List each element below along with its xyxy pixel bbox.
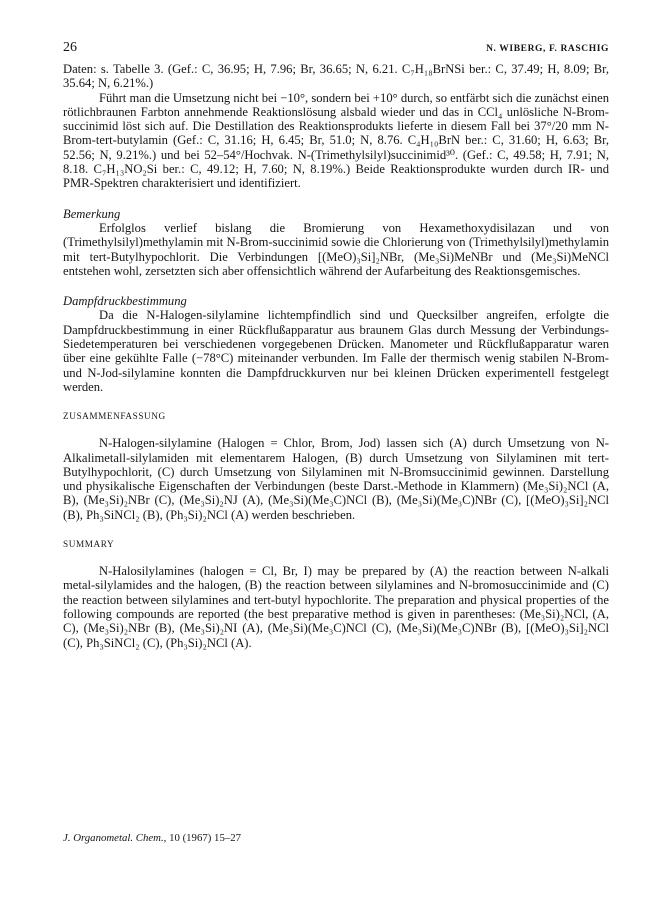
data-paragraph: Daten: s. Tabelle 3. (Gef.: C, 36.95; H, 7.96; Br, 36.65; N, 6.21. C₇H₁₈BrNSi ber.: C, 37.49; H, 8.09; Br, 35.64; N, 6.21%.) [63, 62, 609, 91]
zusammenfassung-paragraph: N-Halogen-silylamine (Halogen = Chlor, Brom, Jod) lassen sich (A) durch Umsetzung von N-Alkalimetall-silylamiden mit elementarem Halogen, (B) durch Umsetzung von Silylaminen mit tert-Butylhypochlorit, (C) durch Umsetzung von Silylaminen mit N-Bromsuccinimid gewinnen. Darstellung und physikalische Eigenschaften der Verbindungen (beste Darst.-Methode in Klammern) (Me₃Si)₂NCl (A, B), (Me₃Si)₂NBr (C), (Me₃Si)₂NJ (A), (Me₃Si)(Me₃C)NCl (B), (Me₃Si)(Me₃C)NBr (C), [(MeO)₃Si]₂NCl (B), Ph₃SiNCl₂ (B), (Ph₃Si)₂NCl (A) werden beschrieben. [63, 436, 609, 522]
summary-heading: SUMMARY [63, 539, 115, 550]
dampf-paragraph: Da die N-Halogen-silylamine lichtempfindlich sind und Quecksilber angreifen, erfolgte die Dampfdruckbestimmung in einer Rückflußapparatur aus braunem Glas durch Messung der Verbindungs-Siedetemperaturen bei verschiedenen vorgegebenen Drücken. Manometer und Rückflußapparatur waren über eine gekühlte Falle (−78°C) miteinander verbunden. Im Falle der thermisch wenig stabilen N-Brom- und N-Jod-silylamine konnten die Dampfdruckkurven nur bei kleinen Drücken experimentell festgelegt werden. [63, 308, 609, 394]
summary-paragraph: N-Halosilylamines (halogen = Cl, Br, I) may be prepared by (A) the reaction between N-alkali metal-silylamides and the halogen, (B) the reaction between silylamines and N-bromosuccinimide and (C) the reaction between silylamines and tert-butyl hypochlorite. The preparation and physical properties of the following compounds are reported (the best preparative method is given in parentheses: (Me₃Si)₂NCl, (A, C), (Me₃Si)₂NBr (B), (Me₃Si)₂NI (A), (Me₃Si)(Me₃C)NCl (C), (Me₃Si)(Me₃C)NBr (B), [(MeO)₃Si]₂NCl (C), Ph₃SiNCl₂ (C), (Ph₃Si)₂NCl (A). [63, 564, 609, 650]
page-number: 26 [63, 40, 77, 55]
running-header [63, 40, 609, 62]
page-body [63, 40, 609, 650]
zusammenfassung-heading: ZUSAMMENFASSUNG [63, 411, 166, 422]
journal-footer [63, 832, 241, 844]
journal-citation: , 10 (1967) 15–27 [163, 832, 242, 844]
procedure-paragraph: Führt man die Umsetzung nicht bei −10°, sondern bei +10° durch, so entfärbt sich die zunächst einen rötlichbraunen Farbton annehmende Reaktionslösung alsbald wieder und das in CCl₄ unlösliche N-Brom-succinimid löst sich auf. Die Destillation des Reaktionsprodukts lieferte in diesem Fall bei 37°/20 mm N-Brom-tert-butylamin (Gef.: C, 31.16; H, 6.45; Br, 51.0; N, 8.76. C₄H₁₀BrN ber.: C, 31.60; H, 6.63; Br, 52.56; N, 9.21%.) und bei 52–54°/Hochvak. N-(Trimethylsilyl)succinimid³⁰. (Gef.: C, 49.58; H, 7.91; N, 8.18. C₇H₁₃NO₂Si ber.: C, 49.12; H, 7.60; N, 8.19%.) Beide Reaktionsprodukte wurden durch IR- und PMR-Spektren charakterisiert und identifiziert. [63, 90, 609, 191]
bemerkung-heading: Bemerkung [63, 206, 121, 221]
dampf-heading: Dampfdruckbestimmung [63, 294, 187, 309]
journal-name: J. Organometal. Chem. [63, 832, 164, 844]
bemerkung-paragraph: Erfolglos verlief bislang die Bromierung von Hexamethoxydisilazan und von (Trimethylsilyl)methylamin mit N-Brom-succinimid sowie die Chlorierung von (Trimethylsilyl)methylamin mit tert-Butylhypochlorit. Die Verbindungen [(MeO)₃Si]₂NBr, (Me₃Si)MeNBr und (Me₃Si)MeNCl entstehen wohl, zersetzten sich aber offensichtlich während der Aufarbeitung des Reaktionsgemisches. [63, 220, 609, 278]
running-authors: N. WIBERG, F. RASCHIG [486, 44, 609, 54]
